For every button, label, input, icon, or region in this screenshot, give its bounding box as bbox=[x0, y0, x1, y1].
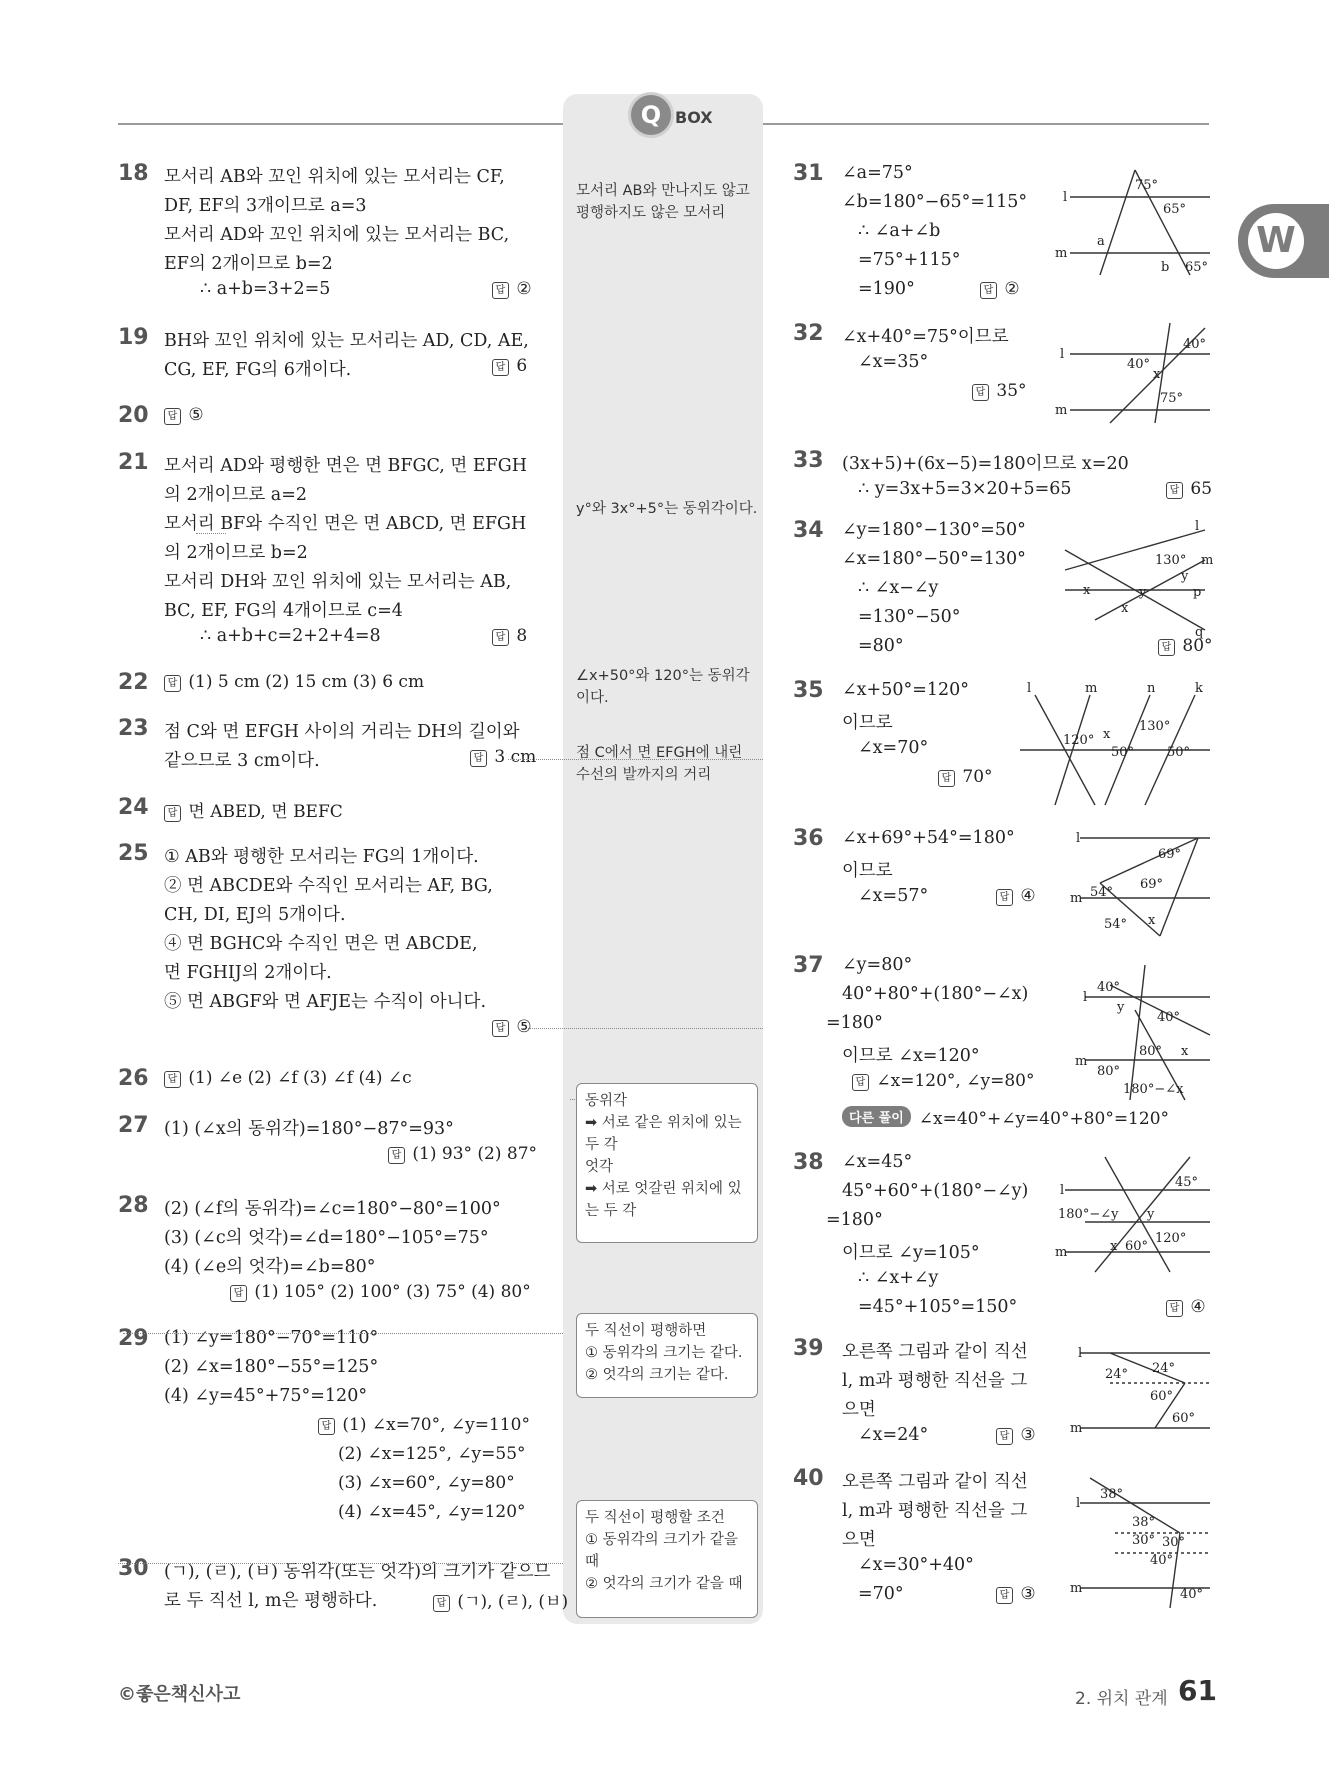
framed-note-line: ➡ 서로 엇갈린 위치에 있 bbox=[585, 1181, 742, 1197]
framed-note-line: 엇각 bbox=[585, 1159, 614, 1175]
figure-label: l bbox=[1060, 347, 1065, 362]
answer-mark-icon: 답 bbox=[996, 1587, 1013, 1604]
answer-mark-icon: 답 bbox=[1158, 639, 1175, 656]
figure-label: 180°−∠x bbox=[1123, 1082, 1184, 1097]
solution-line: ∴ ∠a+∠b bbox=[858, 221, 941, 241]
solution-line: 이므로 bbox=[842, 713, 893, 733]
problem-number: 23 bbox=[118, 716, 149, 741]
problem-number: 24 bbox=[118, 795, 149, 820]
figure-label: 80° bbox=[1139, 1044, 1163, 1059]
figure-label: 50° bbox=[1167, 745, 1191, 760]
alt-solution-badge: 다른 풀이 bbox=[842, 1106, 911, 1127]
figure-label: q bbox=[1195, 625, 1204, 640]
answer-mark-icon: 답 bbox=[1166, 1300, 1183, 1317]
solution-line: ∠x+69°+54°=180° bbox=[842, 828, 1015, 848]
figure-label: m bbox=[1055, 403, 1068, 418]
answer-mark-icon: 답 bbox=[470, 750, 487, 767]
framed-note-line: ① 동위각의 크기는 같다. bbox=[585, 1345, 743, 1361]
solution-line: ∠x=180°−50°=130° bbox=[842, 549, 1026, 569]
figure-label: 60° bbox=[1172, 1411, 1196, 1426]
figure-label: p bbox=[1193, 585, 1202, 600]
solution-line: (ㄱ), (ㄹ), (ㅂ) 동위각(또는 엇각)의 크기가 같으므 bbox=[164, 1562, 551, 1582]
solution-line: ∠x=30°+40° bbox=[858, 1555, 974, 1575]
solution-line: ∴ y=3x+5=3×20+5=65 bbox=[858, 479, 1072, 499]
figure-label: m bbox=[1085, 681, 1098, 696]
solution-line: 오른쪽 그림과 같이 직선 bbox=[842, 1472, 1028, 1492]
answer: 답 ④ bbox=[1166, 1297, 1206, 1317]
margin-note: 모서리 AB와 만나지도 않고 평행하지도 않은 모서리 bbox=[576, 183, 750, 221]
framed-note-line: 동위각 bbox=[585, 1093, 628, 1109]
framed-note-line: ② 엇각의 크기는 같다. bbox=[585, 1367, 729, 1383]
figure-39 bbox=[1070, 1338, 1215, 1433]
solution-line: =180° bbox=[826, 1210, 883, 1230]
answer: 답 65 bbox=[1166, 479, 1212, 499]
solution-line: 이므로 ∠x=120° bbox=[842, 1046, 980, 1066]
page-number: 61 bbox=[1178, 1674, 1217, 1707]
figure-label: x bbox=[1110, 1239, 1118, 1254]
figure-label: 75° bbox=[1160, 391, 1184, 406]
figure-label: 30° bbox=[1162, 1535, 1186, 1550]
problem-number: 30 bbox=[118, 1556, 149, 1581]
answer: 답 ∠x=120°, ∠y=80° bbox=[852, 1071, 1034, 1091]
problem-number: 32 bbox=[793, 321, 824, 346]
solution-line: ∴ ∠x−∠y bbox=[858, 578, 939, 598]
figure-label: l bbox=[1078, 1346, 1083, 1361]
figure-label: 120° bbox=[1063, 733, 1095, 748]
margin-note: 점 C에서 면 EFGH에 내린 수선의 발까지의 거리 bbox=[576, 745, 743, 783]
problem-number: 27 bbox=[118, 1113, 149, 1138]
answer: 답 80° bbox=[1158, 636, 1213, 656]
alternative-solution bbox=[842, 1106, 1169, 1129]
figure-label: 24° bbox=[1105, 1367, 1129, 1382]
figure-label: l bbox=[1083, 990, 1088, 1005]
figure-label: 24° bbox=[1152, 1361, 1176, 1376]
solution-line: =190° bbox=[858, 279, 915, 299]
solution-line: ∠y=80° bbox=[842, 955, 913, 975]
solution-line: ∴ a+b=3+2=5 bbox=[200, 279, 331, 299]
answer-mark-icon: 답 bbox=[980, 282, 997, 299]
figure-label: y bbox=[1139, 585, 1147, 600]
solution-line: 모서리 AB와 꼬인 위치에 있는 모서리는 CF, bbox=[164, 167, 505, 187]
answer-mark-icon: 답 bbox=[164, 408, 181, 425]
solution-line: (1) (∠x의 동위각)=180°−87°=93° bbox=[164, 1119, 454, 1139]
solution-line: =45°+105°=150° bbox=[858, 1297, 1018, 1317]
problem-number: 25 bbox=[118, 841, 149, 866]
figure-label: 69° bbox=[1158, 847, 1182, 862]
answer: 답 ⑤ bbox=[164, 405, 204, 425]
answer-mark-icon: 답 bbox=[492, 282, 509, 299]
solution-line: BC, EF, FG의 4개이므로 c=4 bbox=[164, 601, 403, 621]
problem-number: 21 bbox=[118, 450, 149, 475]
solution-line: 의 2개이므로 b=2 bbox=[164, 543, 308, 563]
figure-label: n bbox=[1147, 681, 1156, 696]
figure-label: l bbox=[1063, 190, 1068, 205]
answer: 답 ④ bbox=[996, 886, 1036, 906]
figure-label: k bbox=[1195, 681, 1203, 696]
solution-line: 40°+80°+(180°−∠x) bbox=[842, 984, 1029, 1004]
solution-line: 면 FGHIJ의 2개이다. bbox=[164, 963, 332, 983]
solution-line: 로 두 직선 l, m은 평행하다. bbox=[164, 1591, 378, 1611]
solution-line: ∠y=180°−130°=50° bbox=[842, 520, 1026, 540]
solution-line: 45°+60°+(180°−∠y) bbox=[842, 1181, 1029, 1201]
answer: 답 6 bbox=[492, 356, 527, 376]
problem-number: 18 bbox=[118, 161, 149, 186]
problem-number: 19 bbox=[118, 325, 149, 350]
solution-line: ① AB와 평행한 모서리는 FG의 1개이다. bbox=[164, 847, 479, 867]
solution-line: (3x+5)+(6x−5)=180이므로 x=20 bbox=[842, 454, 1129, 474]
answer: 답 면 ABED, 면 BEFC bbox=[164, 797, 343, 822]
margin-note: ∠x+50°와 120°는 동위각이다. bbox=[576, 668, 750, 706]
solution-line: ∠b=180°−65°=115° bbox=[842, 192, 1028, 212]
solution-line: BH와 꼬인 위치에 있는 모서리는 AD, CD, AE, bbox=[164, 331, 529, 351]
answer: 답 (1) ∠e (2) ∠f (3) ∠f (4) ∠c bbox=[164, 1068, 412, 1088]
figure-label: 180°−∠y bbox=[1058, 1207, 1119, 1222]
problem-number: 31 bbox=[793, 161, 824, 186]
figure-label: l bbox=[1027, 681, 1032, 696]
framed-note-line: 때 bbox=[585, 1554, 600, 1570]
answer-line: (4) ∠x=45°, ∠y=120° bbox=[338, 1502, 526, 1522]
q-box-logo: Q bbox=[628, 92, 674, 138]
solution-line: ∠a=75° bbox=[842, 163, 913, 183]
solution-line: ∠x+40°=75°이므로 bbox=[842, 327, 1009, 347]
framed-note-line: 두 직선이 평행하면 bbox=[585, 1323, 707, 1339]
figure-37 bbox=[1075, 955, 1215, 1105]
leader-line bbox=[196, 533, 226, 534]
problem-number: 36 bbox=[793, 826, 824, 851]
leader-line bbox=[123, 1333, 563, 1334]
problem-number: 22 bbox=[118, 670, 149, 695]
answer-mark-icon: 답 bbox=[972, 384, 989, 401]
solution-line: 이므로 bbox=[842, 861, 893, 881]
answer-mark-icon: 답 bbox=[492, 629, 509, 646]
framed-note-line: 두 각 bbox=[585, 1137, 618, 1153]
figure-label: 60° bbox=[1150, 1389, 1174, 1404]
figure-label: y bbox=[1147, 1207, 1155, 1222]
problem-number: 28 bbox=[118, 1193, 149, 1218]
margin-note-framed bbox=[576, 1313, 758, 1398]
answer-line: (2) ∠x=125°, ∠y=55° bbox=[338, 1444, 526, 1464]
solution-line: 모서리 AD와 평행한 면은 면 BFGC, 면 EFGH bbox=[164, 456, 528, 476]
margin-note-framed bbox=[576, 1083, 758, 1243]
solution-line: ∠x=24° bbox=[858, 1425, 929, 1445]
solution-line: 으면 bbox=[842, 1530, 876, 1550]
answer-mark-icon: 답 bbox=[996, 1428, 1013, 1445]
figure-label: 40° bbox=[1180, 1587, 1204, 1602]
figure-label: x bbox=[1148, 913, 1156, 928]
figure-32 bbox=[1055, 318, 1215, 428]
answer-mark-icon: 답 bbox=[318, 1418, 335, 1435]
figure-label: 40° bbox=[1183, 337, 1207, 352]
solution-line: l, m과 평행한 직선을 그 bbox=[842, 1371, 1028, 1391]
figure-label: x bbox=[1083, 583, 1091, 598]
side-badge-letter: W bbox=[1248, 213, 1304, 269]
figure-label: 60° bbox=[1125, 1239, 1149, 1254]
figure-label: 65° bbox=[1185, 260, 1209, 275]
solution-line: =80° bbox=[858, 636, 904, 656]
solution-line: ∠x=70° bbox=[858, 738, 929, 758]
solution-line: DF, EF의 3개이므로 a=3 bbox=[164, 196, 367, 216]
leader-line bbox=[118, 1563, 563, 1564]
answer-mark-icon: 답 bbox=[164, 675, 181, 692]
figure-label: l bbox=[1060, 1183, 1065, 1198]
margin-note-framed bbox=[576, 1500, 758, 1618]
solution-line: ∴ a+b+c=2+2+4=8 bbox=[200, 626, 381, 646]
figure-label: m bbox=[1201, 553, 1214, 568]
alt-solution-text: ∠x=40°+∠y=40°+80°=120° bbox=[918, 1109, 1170, 1129]
header-rule-right bbox=[763, 123, 1209, 125]
solution-line: 같으므로 3 cm이다. bbox=[164, 751, 320, 771]
answer: 답 70° bbox=[938, 767, 993, 787]
figure-35 bbox=[1015, 680, 1215, 810]
problem-number: 37 bbox=[793, 953, 824, 978]
framed-note-line: ① 동위각의 크기가 같을 bbox=[585, 1532, 738, 1548]
solution-line: ② 면 ABCDE와 수직인 모서리는 AF, BG, bbox=[164, 876, 493, 896]
figure-38 bbox=[1055, 1152, 1215, 1277]
solution-line: 모서리 BF와 수직인 면은 면 ABCD, 면 EFGH bbox=[164, 514, 527, 534]
framed-note-line: 두 직선이 평행할 조건 bbox=[585, 1510, 725, 1526]
figure-label: x bbox=[1121, 601, 1129, 616]
margin-note: y°와 3x°+5°는 동위각이다. bbox=[576, 501, 758, 517]
answer: 답 (1) 105° (2) 100° (3) 75° (4) 80° bbox=[230, 1282, 531, 1302]
solution-line: ∠x=45° bbox=[842, 1152, 913, 1172]
solution-line: 의 2개이므로 a=2 bbox=[164, 485, 308, 505]
figure-label: b bbox=[1161, 260, 1170, 275]
figure-label: 40° bbox=[1127, 357, 1151, 372]
figure-label: m bbox=[1075, 1054, 1088, 1069]
framed-note-line: ➡ 서로 같은 위치에 있는 bbox=[585, 1115, 742, 1131]
answer-mark-icon: 답 bbox=[433, 1595, 450, 1612]
figure-label: m bbox=[1055, 1245, 1068, 1260]
chapter-title: 2. 위치 관계 bbox=[1075, 1689, 1168, 1709]
answer-mark-icon: 답 bbox=[230, 1285, 247, 1302]
solution-line: (1) ∠y=180°−70°=110° bbox=[164, 1328, 379, 1348]
figure-label: 54° bbox=[1090, 885, 1114, 900]
figure-label: 30° bbox=[1132, 1533, 1156, 1548]
solution-line: EF의 2개이므로 b=2 bbox=[164, 254, 333, 274]
header-rule-left bbox=[118, 123, 563, 125]
solution-line: (4) (∠e의 엇각)=∠b=80° bbox=[164, 1257, 376, 1277]
solution-line: 모서리 DH와 꼬인 위치에 있는 모서리는 AB, bbox=[164, 572, 512, 592]
figure-label: 75° bbox=[1135, 178, 1159, 193]
figure-label: 38° bbox=[1100, 1487, 1124, 1502]
answer-mark-icon: 답 bbox=[492, 1020, 509, 1037]
figure-label: 130° bbox=[1139, 719, 1171, 734]
solution-line: ∴ ∠x+∠y bbox=[858, 1268, 939, 1288]
answer-mark-icon: 답 bbox=[388, 1147, 405, 1164]
solution-line: =75°+115° bbox=[858, 250, 961, 270]
leader-line bbox=[508, 759, 763, 760]
answer: 답 (1) 93° (2) 87° bbox=[388, 1144, 537, 1164]
figure-label: l bbox=[1076, 1496, 1081, 1511]
answer: 답 ② bbox=[492, 279, 532, 299]
solution-line: CG, EF, FG의 6개이다. bbox=[164, 360, 352, 380]
problem-number: 38 bbox=[793, 1150, 824, 1175]
solution-line: (4) ∠y=45°+75°=120° bbox=[164, 1386, 368, 1406]
figure-label: 40° bbox=[1097, 980, 1121, 995]
solution-line: 모서리 AD와 꼬인 위치에 있는 모서리는 BC, bbox=[164, 225, 510, 245]
side-badge bbox=[1238, 204, 1329, 278]
problem-number: 20 bbox=[118, 403, 149, 428]
figure-label: 45° bbox=[1175, 1175, 1199, 1190]
figure-label: l bbox=[1076, 831, 1081, 846]
figure-label: m bbox=[1055, 246, 1068, 261]
figure-label: 40° bbox=[1150, 1553, 1174, 1568]
solution-line: (2) (∠f의 동위각)=∠c=180°−80°=100° bbox=[164, 1199, 501, 1219]
figure-label: a bbox=[1097, 234, 1105, 249]
solution-line: 점 C와 면 EFGH 사이의 거리는 DH의 길이와 bbox=[164, 722, 520, 742]
solution-line: ∠x=57° bbox=[858, 886, 929, 906]
answer-line: (3) ∠x=60°, ∠y=80° bbox=[338, 1473, 515, 1493]
figure-36 bbox=[1070, 828, 1215, 943]
figure-label: 38° bbox=[1132, 1515, 1156, 1530]
answer-mark-icon: 답 bbox=[164, 805, 181, 822]
answer: 답 ③ bbox=[996, 1425, 1036, 1445]
solution-line: ④ 면 BGHC와 수직인 면은 면 ABCDE, bbox=[164, 934, 478, 954]
solution-line: 오른쪽 그림과 같이 직선 bbox=[842, 1342, 1028, 1362]
figure-34 bbox=[1055, 520, 1215, 640]
figure-label: 40° bbox=[1157, 1010, 1181, 1025]
problem-number: 33 bbox=[793, 448, 824, 473]
figure-31 bbox=[1055, 165, 1215, 285]
answer: 답 (ㄱ), (ㄹ), (ㅂ) bbox=[433, 1587, 568, 1612]
solution-line: =70° bbox=[858, 1584, 904, 1604]
leader-line bbox=[570, 1099, 575, 1100]
solution-line: 이므로 ∠y=105° bbox=[842, 1243, 980, 1263]
figure-label: x bbox=[1153, 367, 1161, 382]
answer: 답 ⑤ bbox=[492, 1017, 532, 1037]
solution-line: (2) ∠x=180°−55°=125° bbox=[164, 1357, 379, 1377]
figure-label: m bbox=[1070, 1421, 1083, 1433]
answer: 답 (1) ∠x=70°, ∠y=110° bbox=[318, 1415, 530, 1435]
solution-line: 으면 bbox=[842, 1400, 876, 1420]
solution-line: ∠x+50°=120° bbox=[842, 680, 970, 700]
figure-label: 120° bbox=[1155, 1231, 1187, 1246]
problem-number: 34 bbox=[793, 518, 824, 543]
answer: 답 (1) 5 cm (2) 15 cm (3) 6 cm bbox=[164, 672, 424, 692]
figure-label: 54° bbox=[1104, 917, 1128, 932]
figure-label: m bbox=[1070, 1581, 1083, 1596]
figure-label: 130° bbox=[1155, 553, 1187, 568]
figure-label: y bbox=[1181, 569, 1189, 584]
answer: 답 3 cm bbox=[470, 747, 536, 767]
answer-mark-icon: 답 bbox=[852, 1074, 869, 1091]
solution-line: l, m과 평행한 직선을 그 bbox=[842, 1501, 1028, 1521]
answer: 답 ③ bbox=[996, 1584, 1036, 1604]
solution-line: (3) (∠c의 엇각)=∠d=180°−105°=75° bbox=[164, 1228, 489, 1248]
solution-line: CH, DI, EJ의 5개이다. bbox=[164, 905, 346, 925]
q-box-label: BOX bbox=[675, 108, 713, 127]
solution-line: ⑤ 면 ABGF와 면 AFJE는 수직이 아니다. bbox=[164, 992, 487, 1012]
answer-mark-icon: 답 bbox=[996, 889, 1013, 906]
problem-number: 29 bbox=[118, 1326, 149, 1351]
framed-note-line: 는 두 각 bbox=[585, 1203, 637, 1219]
figure-40 bbox=[1070, 1468, 1215, 1618]
problem-number: 35 bbox=[793, 678, 824, 703]
problem-number: 39 bbox=[793, 1336, 824, 1361]
figure-label: 65° bbox=[1163, 202, 1187, 217]
answer-mark-icon: 답 bbox=[1166, 482, 1183, 499]
problem-number: 40 bbox=[793, 1466, 824, 1491]
figure-label: 50° bbox=[1111, 745, 1135, 760]
publisher: ©좋은책신사고 bbox=[118, 1684, 241, 1705]
solution-line: ∠x=35° bbox=[858, 352, 929, 372]
answer: 답 ② bbox=[980, 279, 1020, 299]
framed-note-line: ② 엇각의 크기가 같을 때 bbox=[585, 1576, 743, 1592]
answer: 답 35° bbox=[972, 381, 1027, 401]
leader-line bbox=[523, 1028, 763, 1029]
figure-label: x bbox=[1181, 1044, 1189, 1059]
figure-label: m bbox=[1070, 891, 1083, 906]
figure-label: l bbox=[1195, 520, 1200, 534]
answer: 답 8 bbox=[492, 626, 527, 646]
answer-mark-icon: 답 bbox=[492, 359, 509, 376]
answer-mark-icon: 답 bbox=[938, 770, 955, 787]
figure-label: 69° bbox=[1140, 877, 1164, 892]
figure-label: 80° bbox=[1097, 1064, 1121, 1079]
figure-label: y bbox=[1117, 1000, 1125, 1015]
solution-line: =130°−50° bbox=[858, 607, 961, 627]
figure-label: x bbox=[1103, 727, 1111, 742]
answer-mark-icon: 답 bbox=[164, 1071, 181, 1088]
solution-line: =180° bbox=[826, 1013, 883, 1033]
problem-number: 26 bbox=[118, 1066, 149, 1091]
